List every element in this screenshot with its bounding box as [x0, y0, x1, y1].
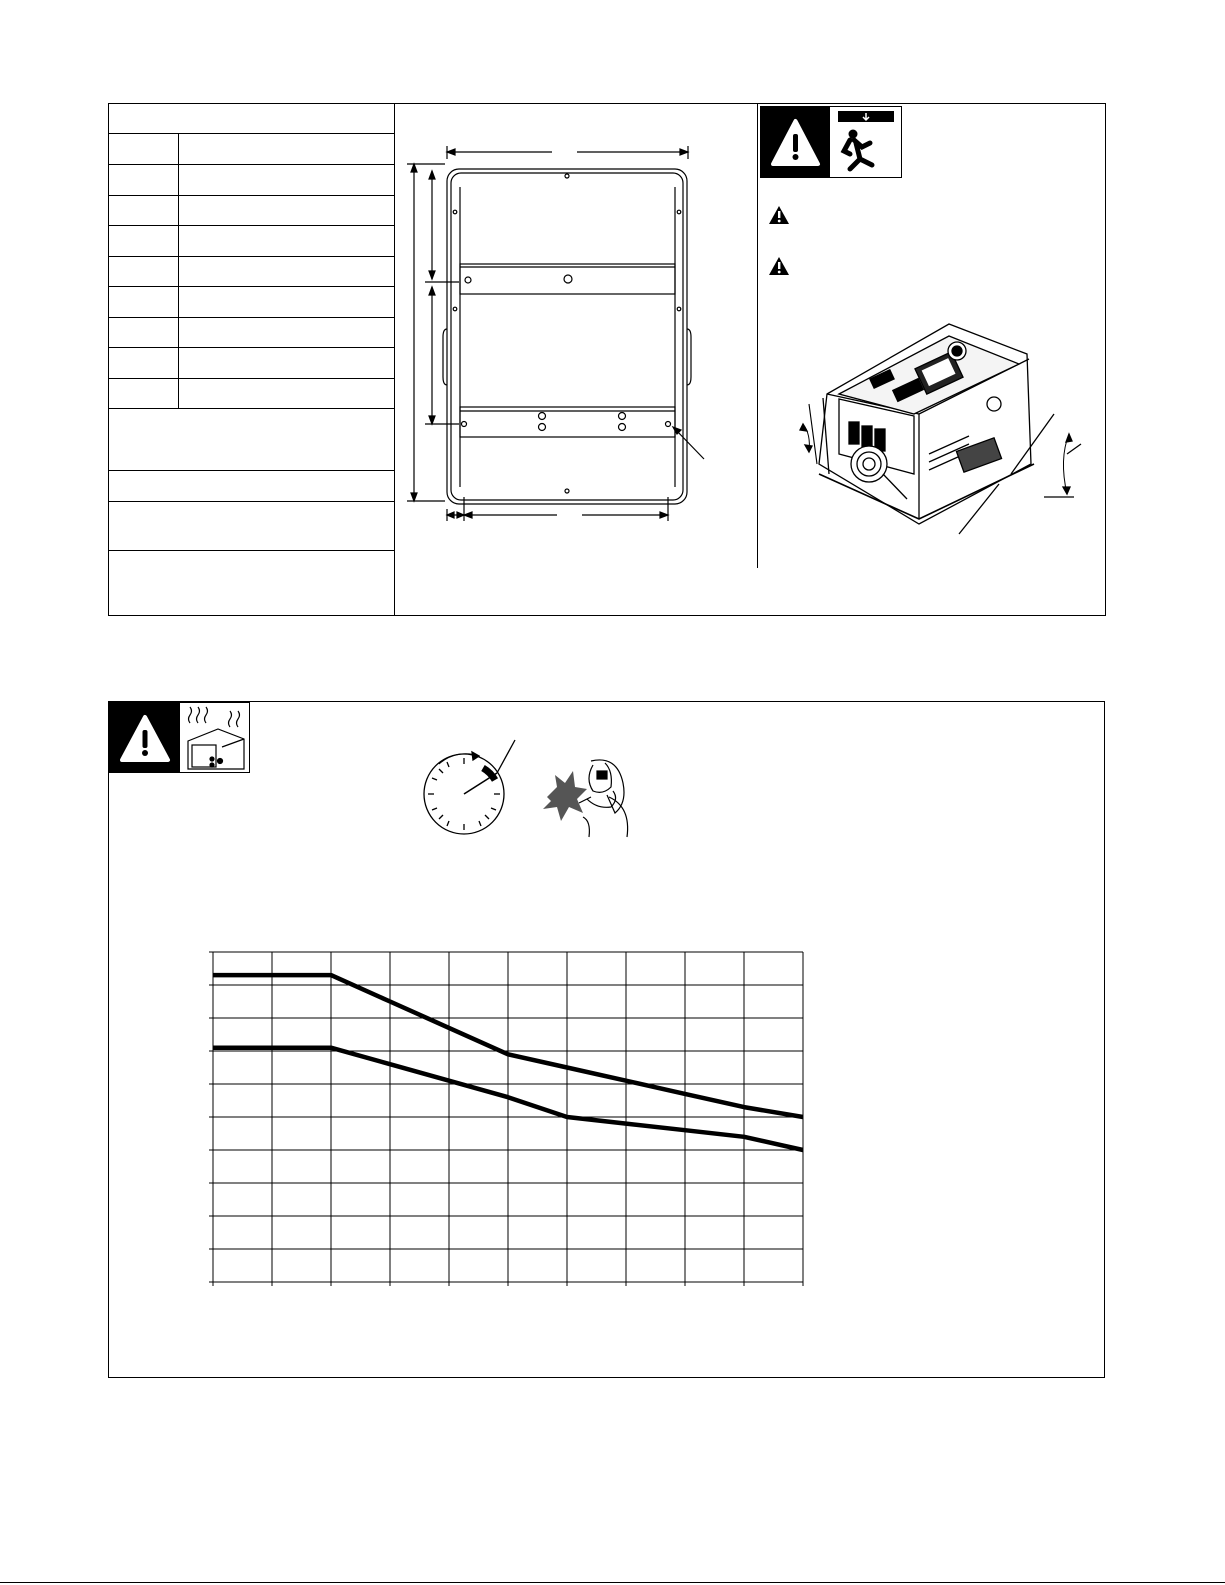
warning-triangle-icon: [768, 205, 790, 225]
table-note-row: [109, 409, 394, 471]
welder-figure-icon: [539, 757, 639, 837]
table-header-row: [109, 104, 394, 134]
table-row: [109, 379, 394, 409]
generator-tilt-illustration: [799, 314, 1079, 544]
specification-table: [109, 104, 395, 615]
table-row: [109, 196, 394, 226]
hot-equipment-icon: [182, 703, 249, 772]
table-note-row: [109, 502, 394, 551]
table-note-row: [109, 471, 394, 502]
tipover-hazard-block: [760, 106, 902, 178]
specification-panel: [108, 103, 1106, 616]
warning-triangle-icon: [110, 703, 180, 772]
overheating-hazard-block: [109, 702, 250, 773]
table-row: [109, 226, 394, 257]
duty-cycle-panel: [108, 701, 1105, 1378]
table-row: [109, 348, 394, 379]
column-divider: [757, 104, 758, 568]
derating-chart: [209, 952, 819, 1292]
table-row: [109, 134, 394, 165]
table-row: [109, 318, 394, 348]
warning-triangle-icon: [761, 107, 830, 177]
duty-cycle-clock-icon: [419, 740, 519, 842]
page-footer-rule: [0, 1582, 1225, 1583]
warning-triangle-icon: [768, 256, 790, 276]
base-dimension-drawing: [397, 139, 727, 529]
table-note-row: [109, 551, 394, 581]
table-row: [109, 287, 394, 318]
falling-equipment-icon: [832, 107, 900, 177]
table-row: [109, 257, 394, 287]
table-row: [109, 165, 394, 196]
